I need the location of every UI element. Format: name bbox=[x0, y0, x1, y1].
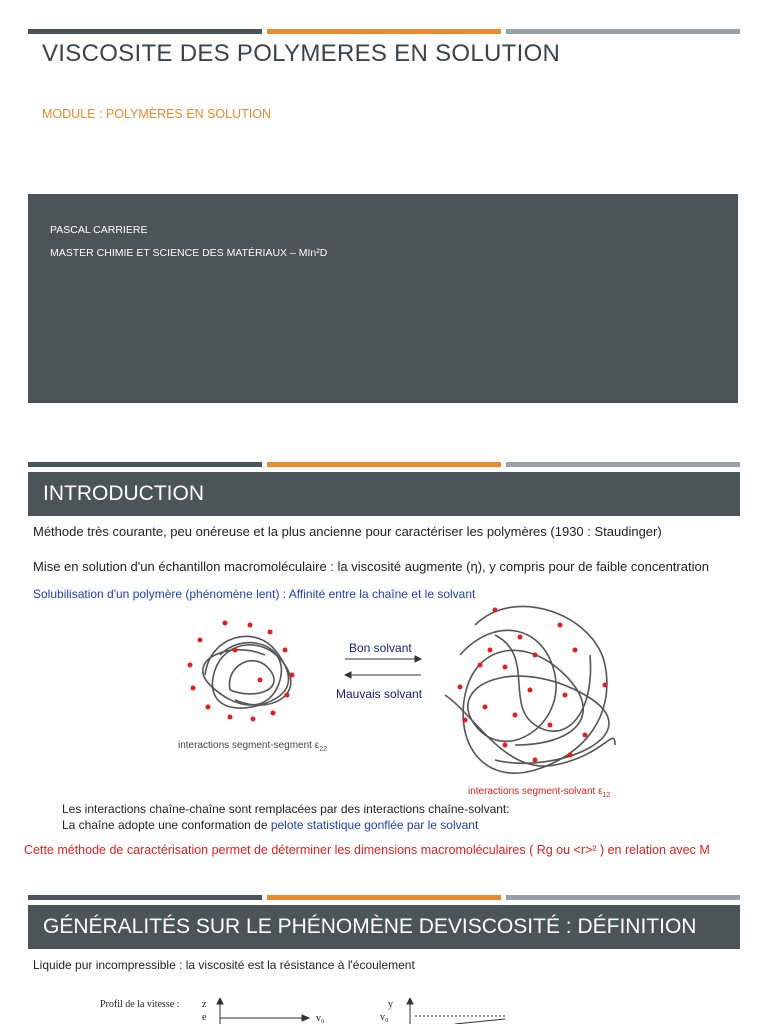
author-name: PASCAL CARRIERE bbox=[50, 224, 148, 236]
velocity-profile-figure bbox=[210, 998, 520, 1024]
intro-color-bars bbox=[28, 462, 740, 467]
def-color-bars bbox=[28, 895, 740, 900]
label-segment-solvent: interactions segment-solvant $\varepsilon_{12}$ bbox=[468, 786, 611, 799]
intro-line-5: La chaîne adopte une conformation de pelote statistique gonflée par le solvant bbox=[62, 818, 479, 832]
velocity-v0b-label: v₀ bbox=[380, 1012, 389, 1023]
module-subtitle: MODULE : POLYMÈRES EN SOLUTION bbox=[42, 107, 271, 121]
intro-line-4: Les interactions chaîne-chaîne sont remplacées par des interactions chaîne-solvant: bbox=[62, 802, 510, 816]
velocity-profile-label: Profil de la vitesse : bbox=[100, 999, 180, 1010]
label-segment-segment: interactions segment-segment $\varepsilon_{22}$ bbox=[178, 740, 327, 753]
intro-line-1: Méthode très courante, peu onéreuse et la plus ancienne pour caractériser les polymères (1930 : Staudinger) bbox=[33, 524, 662, 539]
arrow-label-bad-solvent: Mauvais solvant bbox=[336, 687, 423, 701]
intro-line-6: Cette méthode de caractérisation permet de déterminer les dimensions macromoléculaires ( Rg ou <r>² ) en relation avec M bbox=[24, 843, 710, 857]
compact-coil bbox=[203, 636, 291, 708]
definition-line-1: Liquide pur incompressible : la viscosité est la résistance à l'écoulement bbox=[33, 958, 415, 972]
intro-line-3: Solubilisation d'un polymère (phénomène lent) : Affinité entre la chaîne et le solvant bbox=[33, 587, 476, 601]
axis-e-label: e bbox=[202, 1012, 207, 1023]
program-name: MASTER CHIMIE ET SCIENCE DES MATÉRIAUX – MIn²D bbox=[50, 247, 328, 259]
compact-coil-dots bbox=[188, 621, 295, 722]
velocity-v0-label: v₀ bbox=[316, 1013, 325, 1024]
intro-line-2: Mise en solution d'un échantillon macromoléculaire : la viscosité augmente (η), y compris pour de faible concentration bbox=[33, 559, 709, 574]
intro-header: INTRODUCTION bbox=[28, 472, 740, 516]
slide-title: VISCOSITE DES POLYMERES EN SOLUTION bbox=[42, 40, 561, 67]
top-color-bars bbox=[28, 29, 740, 34]
definition-header: GÉNÉRALITÉS SUR LE PHÉNOMÈNE DEVISCOSITÉ : DÉFINITION bbox=[28, 905, 740, 949]
axis-z-label: z bbox=[202, 999, 207, 1010]
arrow-label-good-solvent: Bon solvant bbox=[349, 641, 412, 655]
axis-y-label: y bbox=[388, 999, 393, 1010]
